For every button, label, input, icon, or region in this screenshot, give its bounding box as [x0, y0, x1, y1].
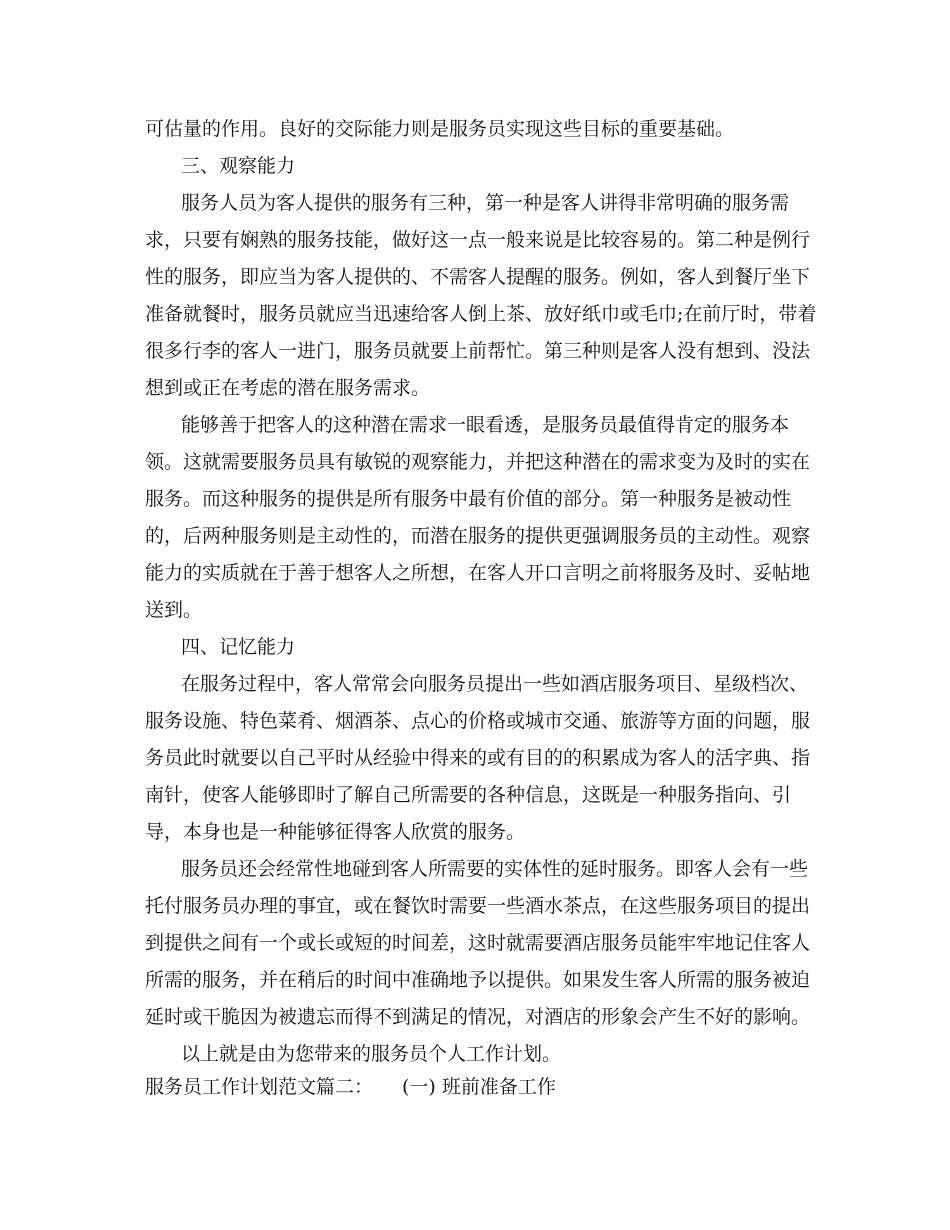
paragraph-line: 的，后两种服务则是主动性的，而潜在服务的提供更强调服务员的主动性。观察 — [145, 525, 811, 547]
footer-heading-right: (一) 班前准备工作 — [402, 1076, 556, 1098]
section-heading: 四、记忆能力 — [181, 636, 296, 658]
paragraph-line: 可估量的作用。良好的交际能力则是服务员实现这些目标的重要基础。 — [145, 118, 735, 140]
paragraph-line: 南针，使客人能够即时了解自己所需要的各种信息，这既是一种服务指向、引 — [145, 784, 792, 806]
paragraph-line: 服务设施、特色菜肴、烟酒茶、点心的价格或城市交通、旅游等方面的问题，服 — [145, 710, 811, 732]
paragraph-line: 延时或干脆因为被遗忘而得不到满足的情况，对酒店的形象会产生不好的影响。 — [145, 1006, 811, 1028]
paragraph-line: 服务人员为客人提供的服务有三种，第一种是客人讲得非常明确的服务需 — [181, 192, 790, 214]
paragraph-line: 领。这就需要服务员具有敏锐的观察能力，并把这种潜在的需求变为及时的实在 — [145, 451, 811, 473]
paragraph-line: 托付服务员办理的事宜，或在餐饮时需要一些酒水茶点，在这些服务项目的提出 — [145, 895, 811, 917]
section-heading: 三、观察能力 — [181, 155, 296, 177]
paragraph-line: 务员此时就要以自己平时从经验中得来的或有目的的积累成为客人的活字典、指 — [145, 747, 811, 769]
paragraph-line: 想到或正在考虑的潜在服务需求。 — [145, 377, 431, 399]
paragraph-line: 能够善于把客人的这种潜在需求一眼看透，是服务员最值得肯定的服务本 — [181, 414, 790, 436]
paragraph-line: 服务。而这种服务的提供是所有服务中最有价值的部分。第一种服务是被动性 — [145, 488, 792, 510]
paragraph-line: 求，只要有娴熟的服务技能，做好这一点一般来说是比较容易的。第二种是例行 — [145, 229, 811, 251]
paragraph-line: 导，本身也是一种能够征得客人欣赏的服务。 — [145, 821, 526, 843]
paragraph-line: 很多行李的客人一进门，服务员就要上前帮忙。第三种则是客人没有想到、没法 — [145, 340, 811, 362]
paragraph-line: 以上就是由为您带来的服务员个人工作计划。 — [181, 1043, 562, 1065]
paragraph-line: 在服务过程中，客人常常会向服务员提出一些如酒店服务项目、星级档次、 — [181, 673, 809, 695]
paragraph-line: 送到。 — [145, 599, 203, 621]
paragraph-line: 服务员还会经常性地碰到客人所需要的实体性的延时服务。即客人会有一些 — [181, 858, 809, 880]
paragraph-line: 准备就餐时，服务员就应当迅速给客人倒上茶、放好纸巾或毛巾;在前厅时，带着 — [145, 303, 817, 325]
footer-heading-left: 服务员工作计划范文篇二： — [145, 1076, 374, 1098]
paragraph-line: 所需的服务，并在稍后的时间中准确地予以提供。如果发生客人所需的服务被迫 — [145, 969, 811, 991]
paragraph-line: 能力的实质就在于善于想客人之所想，在客人开口言明之前将服务及时、妥帖地 — [145, 562, 811, 584]
paragraph-line: 到提供之间有一个或长或短的时间差，这时就需要酒店服务员能牢牢地记住客人 — [145, 932, 811, 954]
paragraph-line: 性的服务，即应当为客人提供的、不需客人提醒的服务。例如，客人到餐厅坐下 — [145, 266, 811, 288]
